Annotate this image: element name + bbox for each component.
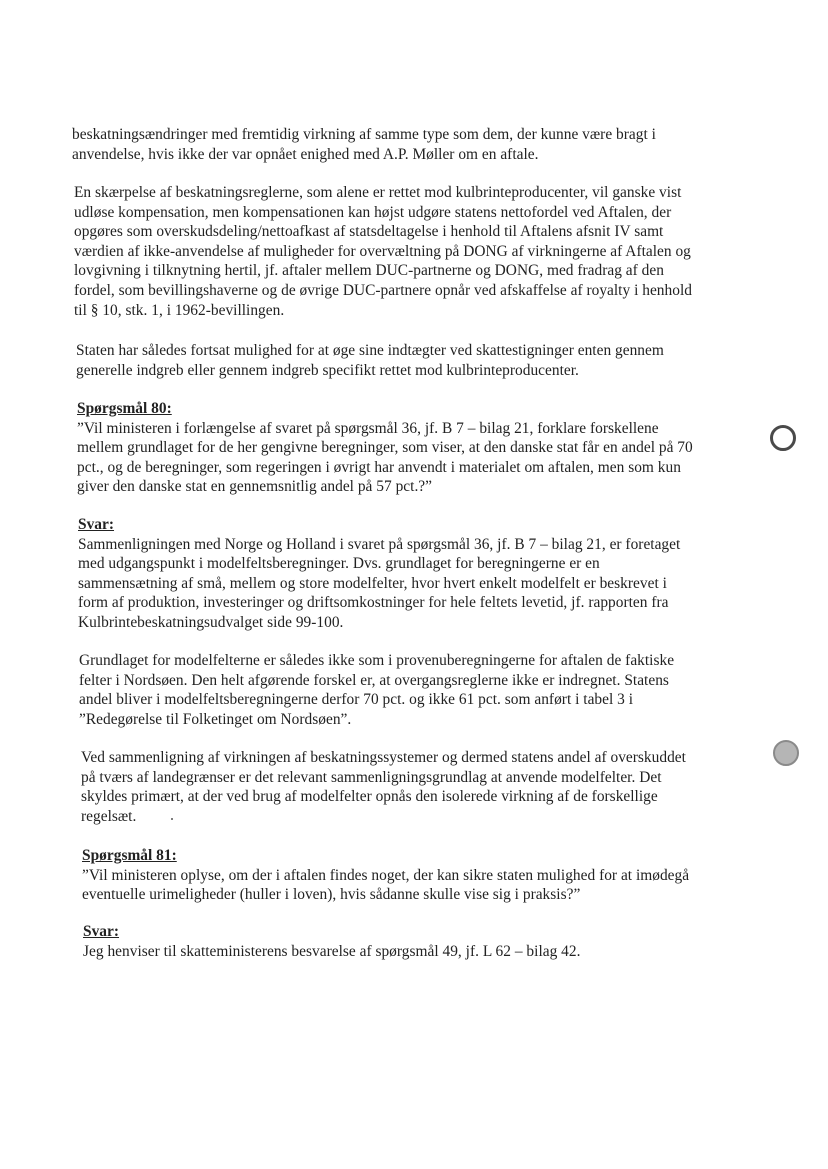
text-line: ”Vil ministeren oplyse, om der i aftalen findes noget, der kan sikre staten mulighed for at imødegå (82, 866, 690, 884)
text-line: fordel, som bevillingshaverne og de øvrige DUC-partnere opnår ved afskaffelse af royalty i henhold (74, 281, 692, 299)
answer-80 (78, 515, 680, 633)
question-81 (82, 846, 689, 905)
text-line: lovgivning i tilknytning hertil, jf. aftaler mellem DUC-partnerne og DONG, med fradrag af den (74, 262, 664, 280)
text-line: En skærpelse af beskatningsreglerne, som alene er rettet mod kulbrinteproducenter, vil ganske vist (74, 184, 682, 201)
text-line: Kulbrintebeskatningsudvalget side 99-100. (78, 613, 344, 631)
text-line: Grundlaget for modelfelterne er således ikke som i provenuberegningerne for aftalen de faktiske (79, 652, 675, 669)
text-line: Staten har således fortsat mulighed for at øge sine indtægter ved skattestigninger enten gennem (76, 342, 664, 359)
question-81-heading: Spørgsmål 81: (82, 847, 177, 864)
text-line: beskatningsændringer med fremtidig virkning af samme type som dem, der kunne være bragt i (72, 126, 656, 143)
paragraph-continuation (72, 125, 656, 164)
text-line: Sammenligningen med Norge og Holland i svaret på spørgsmål 36, jf. B 7 – bilag 21, er foretaget (78, 535, 681, 553)
text-line: udløse kompensation, men kompensationen kan højst udgøre statens nettofordel ved Aftalen, der (74, 203, 672, 221)
text-line: Jeg henviser til skatteministerens besvarelse af spørgsmål 49, jf. L 62 – bilag 42. (83, 942, 581, 960)
scan-speck (171, 818, 173, 820)
text-line: eventuelle urimeligheder (huller i loven), hvis sådanne skulle vise sig i praksis?” (82, 886, 581, 904)
text-line: andel bliver i modelfeltsberegningerne derfor 70 pct. og ikke 61 pct. som anført i tabel 3 i (79, 691, 634, 709)
text-line: til § 10, stk. 1, i 1962-bevillingen. (74, 301, 285, 319)
question-80-heading: Spørgsmål 80: (77, 400, 172, 417)
text-line: Ved sammenligning af virkningen af beskatningssystemer og dermed statens andel af overskuddet (81, 749, 686, 766)
text-line: ”Redegørelse til Folketinget om Nordsøen”. (79, 710, 352, 728)
text-line: på tværs af landegrænser er det relevant sammenligningsgrundlag at anvende modelfelter. Det (81, 768, 662, 786)
text-line: skyldes primært, at der ved brug af modelfelter opnås den isolerede virkning af de forskellige (81, 788, 658, 806)
text-line: med udgangspunkt i modelfeltsberegninger. Dvs. grundlaget for beregningerne er en (78, 555, 600, 573)
paragraph-tax-increases (76, 341, 664, 380)
text-line: regelsæt. (81, 807, 137, 825)
answer-80-heading: Svar: (78, 516, 115, 533)
answer-81-heading: Svar: (83, 923, 120, 940)
paragraph-comparison (81, 748, 686, 826)
answer-81 (83, 922, 580, 961)
text-line: mellem grundlaget for de her gengivne beregninger, som viser, at den danske stat får en andel på 70 (77, 439, 693, 457)
text-line: generelle indgreb eller gennem indgreb specifikt rettet mod kulbrinteproducenter. (76, 361, 579, 379)
question-80 (77, 399, 693, 497)
punch-hole-icon (770, 425, 796, 451)
punch-hole-icon (773, 740, 799, 766)
text-line: form af produktion, investeringer og driftsomkostninger for hele feltets levetid, jf. rapporten fra (78, 594, 669, 612)
text-line: sammensætning af små, mellem og store modelfelter, hvor hvert enkelt modelfelt er beskrevet i (78, 574, 667, 592)
paragraph-model-fields (79, 651, 674, 729)
text-line: felter i Nordsøen. Den helt afgørende forskel er, at overgangsreglerne ikke er indregnet. Statens (79, 671, 669, 689)
text-line: værdien af ikke-anvendelse af muligheder for overvæltning på DONG af virkningerne af Aftalen og (74, 242, 691, 260)
text-line: anvendelse, hvis ikke der var opnået enighed med A.P. Møller om en aftale. (72, 145, 539, 163)
paragraph-compensation (74, 183, 692, 320)
text-line: ”Vil ministeren i forlængelse af svaret på spørgsmål 36, jf. B 7 – bilag 21, forklare forskellene (77, 419, 659, 437)
text-line: pct., og de beregninger, som regeringen i øvrigt har anvendt i materialet om aftalen, men som kun (77, 458, 681, 476)
text-line: giver den danske stat en gennemsnitlig andel på 57 pct.?” (77, 478, 433, 496)
text-line: opgøres som overskudsdeling/nettoafkast af statsdeltagelse i henhold til Aftalens afsnit IV samt (74, 223, 664, 241)
